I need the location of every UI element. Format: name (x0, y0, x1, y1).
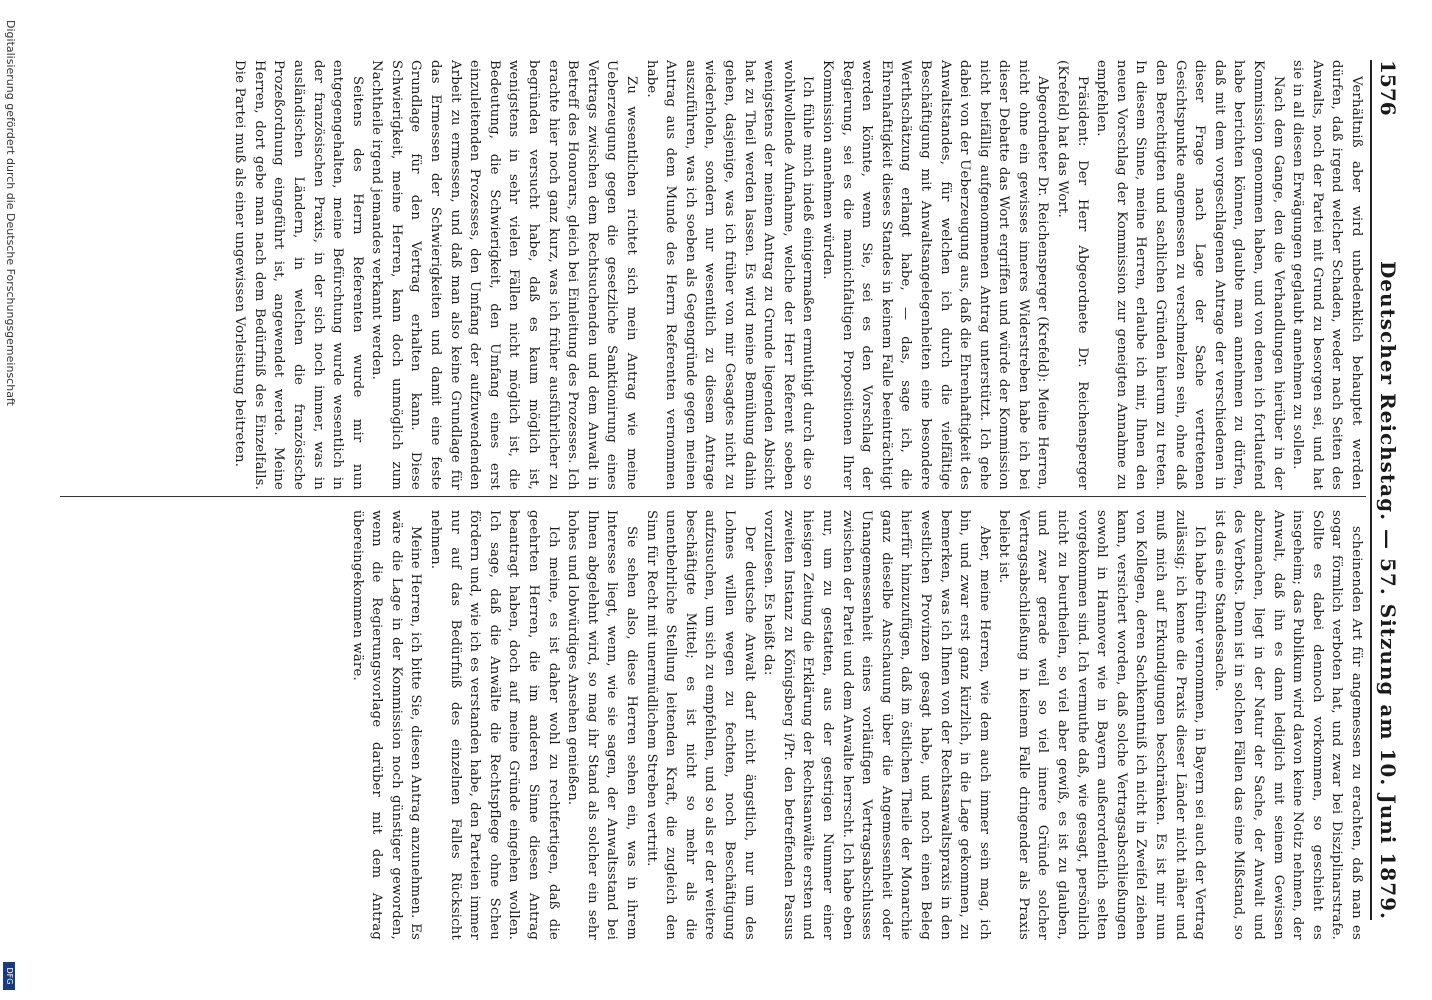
paragraph: Ich fühle mich indeß einigermaßen ermuthigt durch die so wohlwollende Aufnahme, welche der Herr Referent soeben wenigstens der meinem Antrag zu Grunde liegenden Absicht hat zu Theil werden lassen. Es wird meine Bemühung dahin gehen, dasjenige, was ich früher von mir Gesagtes nicht zu wiederholen, sondern nur wesentlich zu diesem Antrage auszuführen, was ich soeben als Gegengründe gegen meinen Antrag aus dem Munde des Herrn Referenten vernommen habe. (643, 60, 816, 490)
paragraph: Verhältniß aber wird unbedenklich behauptet werden dürfen, daß irgend welcher Schaden, weder nach Seiten des Anwalts, noch der Partei mit Grund zu besorgen sei, und hat sie in all diesen Erwägungen geglaubt annehmen zu sollen. (1290, 60, 1364, 490)
paragraph: Aber, meine Herren, wie dem auch immer sein mag, ich bin, und zwar erst ganz kürzlich, in die Lage gekommen, zu bemerken, was ich Ihnen von der Rechtsanwaltspraxis in den westlichen Provinzen gesagt habe, und noch einen Beleg hierfür hinzuzufügen, daß im östlichen Theile der Monarchie ganz dieselbe Anschauung über die Angemessenheit oder Unangemessenheit eines vorläufigen Vertragsabschlusses zwischen der Partei und dem Anwalte herrscht. Ich habe eben nur, um zu gestatten, aus der gestrigen Nummer einer hiesigen Zeitung die Erklärung der Rechtsanwälte ersten und zweiten Instanz zu Königsberg i/Pr. den betreffenden Passus vorzulesen. Es heißt da: (761, 510, 992, 940)
paragraph: Meine Herren, ich bitte Sie, diesen Antrag anzunehmen. Es wäre die Lage in der Kommission noch günstiger geworden, wenn die Regierungsvorlage darüber mit dem Antrag übereingekommen wäre. (349, 510, 424, 940)
page-title: Deutscher Reichstag. — 57. Sitzung am 10. Juni 1879. (1376, 260, 1400, 920)
column-divider (60, 496, 1366, 497)
page-number: 1576 (1376, 60, 1400, 116)
paragraph: Ich meine, es ist daher wohl zu rechtfertigen, daß die geehrten Herren, die im anderen Sinne diesen Antrag beantragt haben, doch auf meine Gründe eingehen wollen. Ich sage, daß die Anwälte die Rechtspflege ohne Scheu fördern und, wie ich es verstanden habe, den Parteien immer nur auf das Bedürfniß des einzelnen Falles Rücksicht nehmen. (428, 510, 561, 940)
right-column (50, 510, 1366, 940)
paragraph: Nach dem Gange, den die Verhandlungen hierüber in der Kommission genommen haben, und von denen ich fortlaufend habe berichten können, glaubte man annehmen zu dürfen, daß mit dem vorgeschlagenen Antrage der verschiedenen in dieser Frage nach Lage der Sache vertretenen Gesichtspunkte angemessen zu verschmelzen sein, ohne daß den Berechtigten und sachlichen Gründen hierum zu treten. In diesem Sinne, meine Herren, erlaube ich mir, Ihnen den neuen Vorschlag der Kommission zur geneigten Annahme zu empfehlen. (1094, 60, 1286, 490)
paragraph: scheinenden Art für angemessen zu erachten, daß man es sogar förmlich verboten hat, und zwar bei Disziplinarstrafe. Sollte es dabei dennoch vorkommen, so geschieht es insgeheim; das Publikum wird davon keine Notiz nehmen, der Anwalt, daß ihn es dann lediglich mit seinem Gewissen abzumachen, liegt in der Natur der Sache, der Anwalt und des Verbots. Denn ist in solchen Fällen das eine Mißstand, so ist das eine Standessache. (1211, 510, 1364, 940)
dfg-logo: DFG (3, 962, 15, 990)
paragraph: Sie sehen also, diese Herren sehen ein, was in ihrem Interesse liegt, wenn, wie sie sagen, der Anwaltsstand bei Ihnen abgelehnt wird, so mag ihr Stand als solcher ein sehr hohes und lobwürdiges Ansehen genießen. (565, 510, 640, 940)
credit-text: Digitalisierung gefördert durch die Deutsche Forschungsgemeinschaft (4, 20, 17, 406)
left-column (50, 60, 1366, 490)
paragraph: Ich habe früher vernommen, in Bayern sei auch der Vertrag zulässig; ich kenne die Praxis dieser Länder nicht näher und muß mich auf Erkundigungen beschränken. Es ist mir nun von Kollegen, deren Sachkenntniß ich nicht in Zweifel ziehen kann, versichert worden, daß solche Vertragsabschließungen sowohl in Hannover wie in Bayern außerordentlich selten vorgekommen sind. Ich vermuthe daß, wie gesagt, persönlich nicht zu beurtheilen, so viel aber gewiß, es ist zu glauben, und zwar gerade weil so viel innere Gründe solcher Vertragsabschließung in keinem Falle dringender als Praxis beliebt ist. (996, 510, 1208, 940)
paragraph: Zu wesentlichen richtet sich mein Antrag wie meine Ueberzeugung gegen die gesetzliche Sanktionirung eines Vertrags zwischen dem Rechtsuchenden und dem Anwalt in Betreff des Honorars, gleich bei Einleitung des Prozesses. Ich erachte hier noch ganz kurz, was ich früher ausführlicher zu begründen versucht habe, daß es kaum möglich ist, wenigstens in sehr vielen Fällen nicht möglich ist, die Bedeutung, die Schwierigkeit, den Umfang eines erst einzuleitenden Prozesses, den Umfang der aufzuwendenden Arbeit zu ermessen, und daß man also keine Grundlage für das Ermessen der Schwierigkeiten und damit eine feste Grundlage für den Vertrag erhalten kann. Diese Schwierigkeit, meine Herren, kann doch unmöglich zum Nachtheile irgend jemandes verkannt werden. (369, 60, 640, 490)
paragraph: Der deutsche Anwalt darf nicht ängstlich, nur um des Lohnes willen wegen zu fechten, noch Beschäftigung aufzusuchen, um sich zu empfehlen, und so als er der weitere beschäftigte Mittel; es ist nicht so mehr als die unentbehrliche Stellung leitenden Kraft, die zugleich den Sinn für Recht mit unermüdlichem Streben vertritt. (643, 510, 757, 940)
paragraph: Abgeordneter Dr. Reichensperger (Krefeld): Meine Herren, nicht ohne ein gewisses inneres Widerstreben habe ich bei dieser Debatte das Wort ergriffen und würde der Kommission nicht beifällig aufgenommenen Antrag unterstützt. Ich gehe dabei von der Ueberzeugung aus, daß die Ehrenhaftigkeit des Anwaltstandes, für welchen ich durch die vielfältige Beschäftigung mit Anwaltsangelegenheiten eine besondere Werthschätzung erlangt habe, — das, sage ich, die Ehrenhaftigkeit dieses Standes in keinem Falle beeinträchtigt werden könnte, wenn Sie, sei es den Vorschlag der Regierung, sei es die mannichfaltigen Propositionen Ihrer Kommission annehmen würden. (819, 60, 1051, 490)
page-header (1370, 60, 1410, 920)
paragraph: Seitens des Herrn Referenten wurde mir nun entgegengehalten, meine Befürchtung wurde wesentlich in der französischen Praxis, in der sich noch immer, was in ausländischen Ländern, in welchen die französische Prozeßordnung eingeführt ist, angewendet werde. Meine Herren, dort gebe man nach dem Bedürfniß des Einzelfalls. Die Partei muß als einer ungewissen Vorleistung beitreten. (232, 60, 365, 490)
paragraph: Präsident: Der Herr Abgeordnete Dr. Reichensperger (Krefeld) hat das Wort. (1055, 60, 1090, 490)
digitization-credit (4, 0, 17, 1000)
